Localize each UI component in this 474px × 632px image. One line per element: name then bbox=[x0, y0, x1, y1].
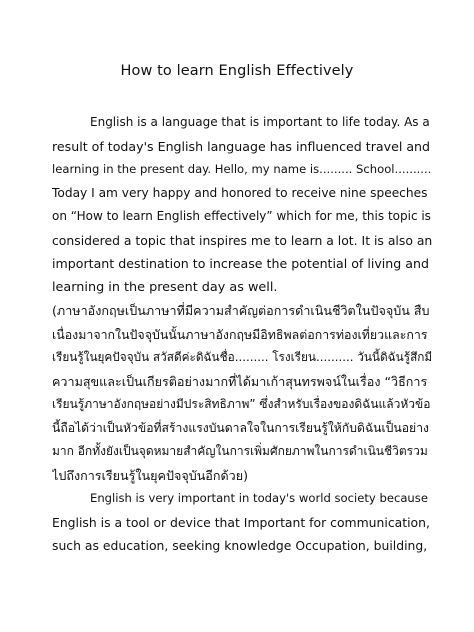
thai-paragraph-line-3: เรียนรู้ในยุคปัจจุบัน สวัสดีค่ะดิฉันชื่อ......... โรงเรียน.......... วันนี้ดิฉันรู้สึกมี bbox=[52, 350, 432, 364]
paragraph-1-line-5: on “How to learn English effectively” which for me, this topic is bbox=[52, 209, 431, 223]
paragraph-1-line-2: result of today's English language has influenced travel and bbox=[52, 138, 431, 154]
paragraph-1-line-1: English is a language that is important to life today. As a bbox=[90, 115, 430, 129]
document-title: How to learn English Effectively bbox=[120, 63, 354, 79]
paragraph-2-line-1: English is very important in today's world society because bbox=[90, 491, 428, 505]
paragraph-1-line-3: learning in the present day. Hello, my name is......... School.......... bbox=[52, 162, 432, 176]
thai-paragraph-line-5: เรียนรู้ภาษาอังกฤษอย่างมีประสิทธิภาพ” ซึ่งสำหรับเรื่องของดิฉันแล้วหัวข้อ bbox=[52, 397, 431, 411]
document-body bbox=[52, 111, 432, 558]
paragraph-1-line-8: learning in the present day as well. bbox=[52, 279, 278, 295]
paragraph-1-line-7: important destination to increase the potential of living and bbox=[52, 256, 429, 271]
thai-paragraph-line-8: ไปถึงการเรียนรู้ในยุคปัจจุบันอีกด้วย) bbox=[52, 467, 249, 483]
paragraph-1-line-4: Today I am very happy and honored to receive nine speeches bbox=[52, 185, 428, 200]
thai-paragraph-line-2: เนื่องมาจากในปัจจุบันนั้นภาษาอังกฤษมีอิทธิพลต่อการท่องเที่ยวและการ bbox=[52, 326, 428, 342]
thai-paragraph-line-1: (ภาษาอังกฤษเป็นภาษาที่มีความสำคัญต่อการดำเนินชีวิตในปัจจุบัน สืบ bbox=[52, 303, 430, 318]
paragraph-2-line-2: English is a tool or device that Important for communication, bbox=[52, 514, 430, 530]
thai-paragraph-line-4: ความสุขและเป็นเกียรติอย่างมากที่ได้มาเก้าสุนทรพจน์ในเรื่อง “วิธีการ bbox=[52, 373, 428, 389]
thai-paragraph-line-6: นี้ถือได้ว่าเป็นหัวข้อที่สร้างแรงบันดาลใจในการเรียนรู้ให้กับดิฉันเป็นอย่าง bbox=[52, 420, 429, 435]
paragraph-1-line-6: considered a topic that inspires me to learn a lot. It is also an bbox=[52, 232, 432, 248]
thai-paragraph-line-7: มาก อีกทั้งยังเป็นจุดหมายสำคัญในการเพิ่มศักยภาพในการดำเนินชีวิตรวม bbox=[52, 444, 428, 458]
paragraph-2-line-3: such as education, seeking knowledge Occupation, building, bbox=[52, 538, 428, 553]
